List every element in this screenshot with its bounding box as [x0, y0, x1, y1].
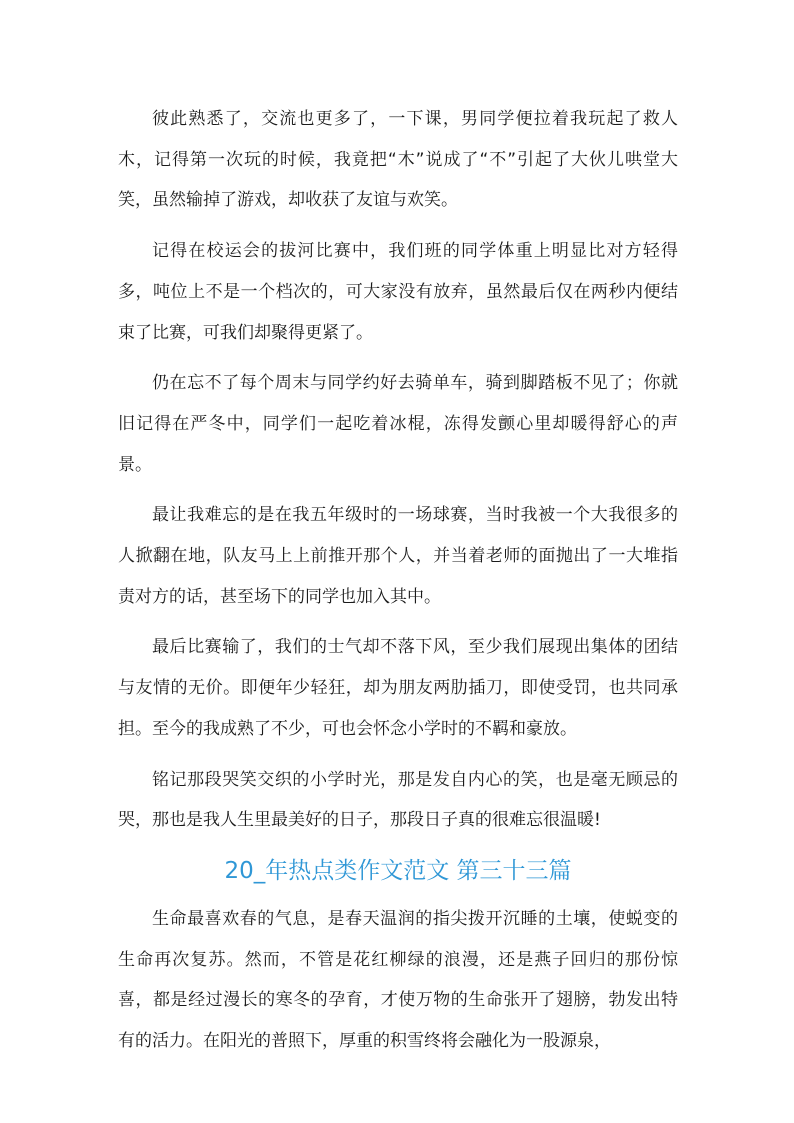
- paragraph-6: 铭记那段哭笑交织的小学时光，那是发自内心的笑，也是毫无顾忌的哭，那也是我人生里最美好的日子，那段日子真的很难忘很温暖!: [118, 769, 678, 831]
- paragraph-2: 记得在校运会的拔河比赛中，我们班的同学体重上明显比对方轻得多，吨位上不是一个档次的，可大家没有放弃，虽然最后仅在两秒内便结束了比赛，可我们却聚得更紧了。: [118, 241, 678, 343]
- section-heading: 20_年热点类作文范文 第三十三篇: [224, 857, 572, 884]
- paragraph-5: 最后比赛输了，我们的士气却不落下风，至少我们展现出集体的团结与友情的无价。即便年少轻狂，却为朋友两肋插刀，即使受罚，也共同承担。至今的我成熟了不少，可也会怀念小学时的不羁和豪放。: [118, 637, 678, 739]
- paragraph-3: 仍在忘不了每个周末与同学约好去骑单车，骑到脚踏板不见了；你就旧记得在严冬中，同学们一起吃着冰棍，冻得发颤心里却暖得舒心的声景。: [118, 373, 678, 475]
- paragraph-7: 生命最喜欢春的气息，是春天温润的指尖拨开沉睡的土壤，使蜕变的生命再次复苏。然而，不管是花红柳绿的浪漫，还是燕子回归的那份惊喜，都是经过漫长的寒冬的孕育，才使万物的生命张开了翅膀，勃发出特有的活力。在阳光的普照下，厚重的积雪终将会融化为一股源泉，: [118, 908, 678, 1052]
- paragraph-4: 最让我难忘的是在我五年级时的一场球赛，当时我被一个大我很多的人掀翻在地，队友马上上前推开那个人，并当着老师的面抛出了一大堆指责对方的话，甚至场下的同学也加入其中。: [118, 505, 678, 607]
- document-body: [118, 99, 678, 1072]
- paragraph-1: 彼此熟悉了，交流也更多了，一下课，男同学便拉着我玩起了救人木，记得第一次玩的时候，我竟把“木”说成了“不”引起了大伙儿哄堂大笑，虽然输掉了游戏，却收获了友谊与欢笑。: [118, 109, 678, 211]
